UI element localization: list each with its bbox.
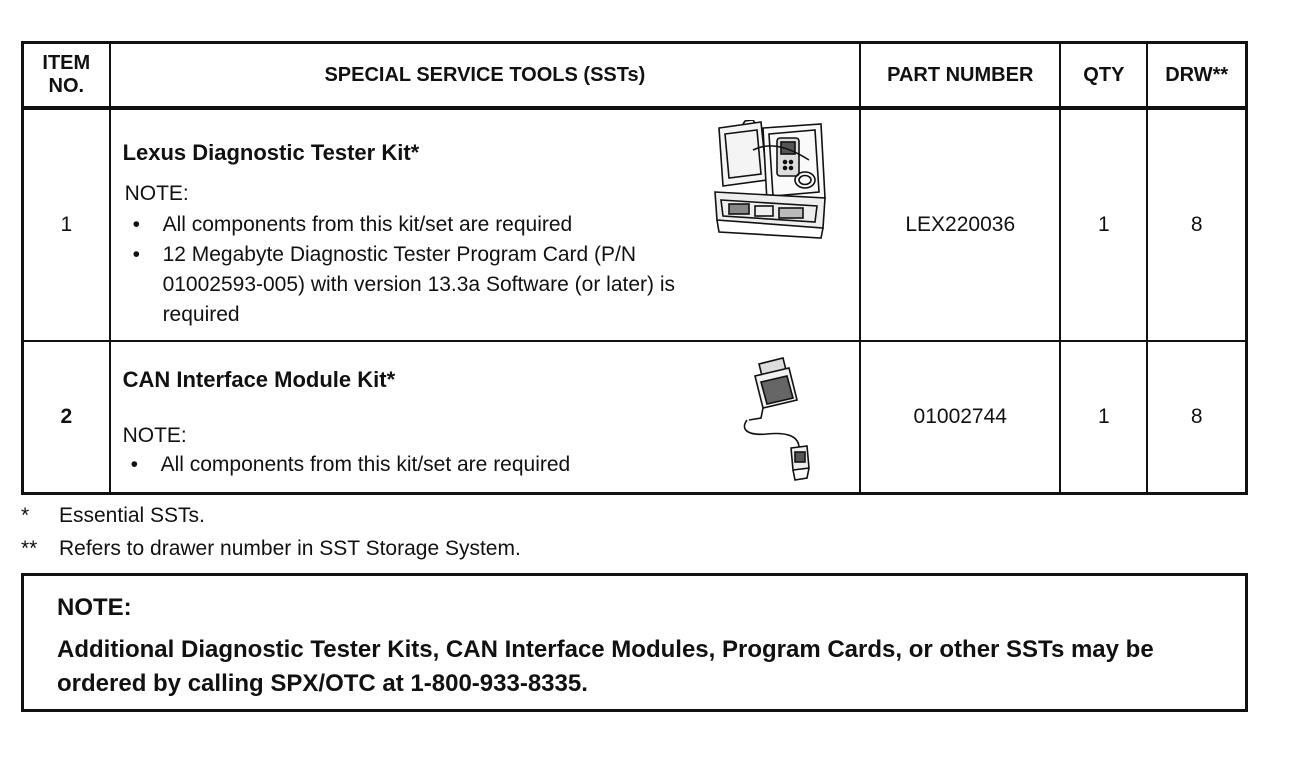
footnote-mark: * bbox=[21, 504, 30, 527]
note-box bbox=[21, 573, 1248, 712]
tool-cell bbox=[110, 341, 861, 494]
header-item-no: ITEM NO. bbox=[23, 43, 110, 109]
diagnostic-tester-kit-image bbox=[713, 120, 829, 240]
note-bullet: • All components from this kit/set are required bbox=[123, 450, 723, 480]
footnote-mark: ** bbox=[21, 537, 38, 560]
part-number: 01002744 bbox=[860, 341, 1060, 494]
note-label: NOTE: bbox=[124, 182, 189, 205]
table-header-row bbox=[23, 43, 1247, 109]
table-row bbox=[23, 341, 1247, 494]
header-tools: SPECIAL SERVICE TOOLS (SSTs) bbox=[110, 43, 861, 109]
tool-name: Lexus Diagnostic Tester Kit* bbox=[122, 140, 420, 165]
note-box-body: Additional Diagnostic Tester Kits, CAN Interface Modules, Program Cards, or other SSTs may be ordered by calling SPX/OTC at 1-800-933-8335. bbox=[57, 636, 1154, 697]
qty: 1 bbox=[1060, 341, 1147, 494]
note-bullet: • 12 Megabyte Diagnostic Tester Program Card (P/N 01002593-005) with version 13.3a Software (or later) is required bbox=[125, 240, 705, 330]
part-number: LEX220036 bbox=[860, 108, 1060, 341]
item-number: 1 bbox=[23, 108, 110, 341]
table-row bbox=[23, 108, 1247, 341]
header-qty: QTY bbox=[1060, 43, 1147, 109]
note-bullet: • All components from this kit/set are required bbox=[125, 210, 705, 240]
footnote-text: Essential SSTs. bbox=[59, 504, 205, 527]
tool-cell bbox=[110, 108, 861, 341]
note-label: NOTE: bbox=[122, 424, 187, 447]
note-bullets bbox=[123, 450, 723, 480]
footnote-text: Refers to drawer number in SST Storage System. bbox=[59, 537, 521, 560]
header-part-number: PART NUMBER bbox=[860, 43, 1060, 109]
drawer-number: 8 bbox=[1147, 341, 1246, 494]
can-interface-module-image bbox=[737, 356, 817, 486]
header-drw: DRW** bbox=[1147, 43, 1246, 109]
note-box-title: NOTE: bbox=[57, 594, 132, 621]
qty: 1 bbox=[1060, 108, 1147, 341]
sst-table bbox=[21, 41, 1248, 495]
item-number: 2 bbox=[23, 341, 110, 494]
note-bullets bbox=[125, 210, 705, 330]
drawer-number: 8 bbox=[1147, 108, 1246, 341]
tool-name: CAN Interface Module Kit* bbox=[122, 367, 396, 392]
